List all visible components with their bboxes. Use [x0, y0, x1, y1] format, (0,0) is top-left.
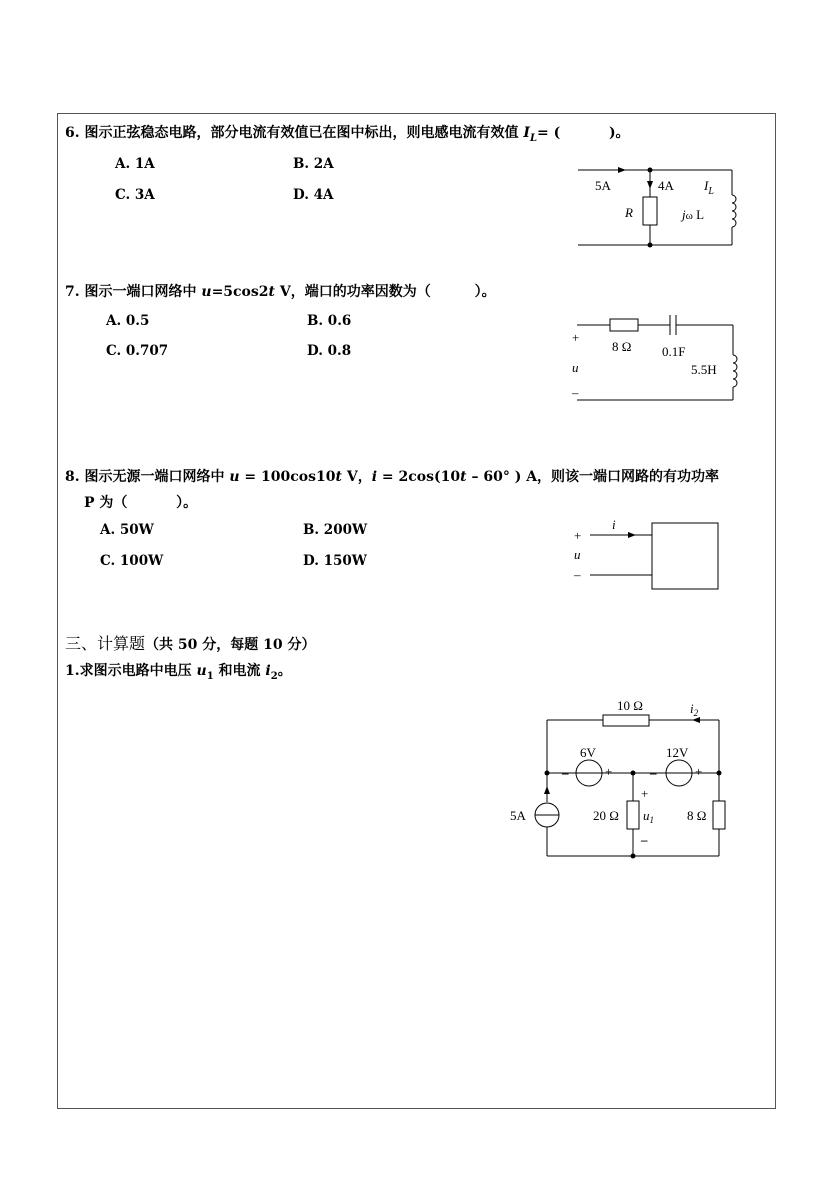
label-current-i2: $i_2$: [690, 701, 699, 718]
question-6-option-b[interactable]: B. 2A: [293, 156, 334, 172]
label-minus: –: [650, 765, 657, 780]
question-7-stem: 7. 图示一端口网络中 u=5cos2t V，端口的功率因数为（ ）。: [65, 284, 496, 300]
label-resistor-current: 4A: [658, 178, 674, 193]
label-current-i: i: [612, 517, 616, 532]
label-resistor-8: 8 Ω: [687, 808, 707, 823]
question-6-option-c[interactable]: C. 3A: [115, 187, 155, 203]
label-source-6v: 6V: [580, 745, 596, 760]
question-8-stem: 8. 图示无源一端口网络中 u = 100cos10t V，i = 2cos(10t – 60° ) A，则该一端口网路的有功功率: [65, 469, 720, 485]
question-8-option-a[interactable]: A. 50W: [100, 522, 154, 538]
label-source-12v: 12V: [666, 745, 689, 760]
current-arrow-icon: [628, 532, 636, 538]
question-8-option-b[interactable]: B. 200W: [303, 522, 368, 538]
label-plus: +: [574, 528, 582, 543]
question-6-circuit-diagram: [570, 155, 750, 255]
label-plus: +: [641, 786, 649, 801]
current-arrow-icon: [544, 786, 550, 794]
question-7-option-c[interactable]: C. 0.707: [106, 343, 169, 359]
question-8-stem-line2: P 为（ ）。: [84, 495, 198, 511]
label-plus: +: [572, 330, 580, 345]
resistor-10-ohm: [603, 715, 649, 726]
label-resistor: 8 Ω: [612, 339, 632, 354]
label-capacitor: 0.1F: [662, 344, 686, 359]
resistor-8-ohm: [610, 319, 638, 331]
resistor-r: [643, 197, 657, 225]
passive-network-box: [652, 523, 718, 589]
label-plus: +: [695, 764, 703, 779]
resistor-20-ohm: [627, 801, 639, 829]
question-6-option-d[interactable]: D. 4A: [293, 187, 334, 203]
label-minus: –: [641, 832, 648, 847]
label-voltage-u: u: [574, 547, 581, 562]
label-inductor-impedance: jω L: [682, 207, 705, 222]
question-7-option-b[interactable]: B. 0.6: [307, 313, 352, 329]
current-arrow-icon: [647, 181, 653, 189]
exam-page-frame: [57, 113, 776, 1109]
question-6-option-a[interactable]: A. 1A: [115, 156, 155, 172]
label-minus: –: [572, 385, 579, 400]
label-plus: +: [605, 764, 613, 779]
section-title: 三、计算题（共 50 分，每题 10 分）: [65, 634, 316, 653]
label-inductor: 5.5H: [691, 362, 717, 377]
inductor-coil: [732, 195, 736, 227]
label-resistor-20: 20 Ω: [593, 808, 619, 823]
label-voltage-u: u: [572, 360, 579, 375]
label-current-source: 5A: [510, 808, 526, 823]
question-7-circuit-diagram: [570, 315, 750, 410]
question-7-option-d[interactable]: D. 0.8: [307, 343, 352, 359]
label-total-current: 5A: [595, 178, 611, 193]
question-8-network-diagram: [570, 515, 730, 595]
label-voltage-u1: $u_1$: [643, 808, 654, 825]
current-arrow-icon: [618, 167, 626, 173]
inductor-coil: [733, 355, 737, 387]
question-6-stem: 6. 图示正弦稳态电路，部分电流有效值已在图中标出，则电感电流有效值 $I_L=$ ( )。: [65, 125, 630, 144]
question-8-option-c[interactable]: C. 100W: [100, 553, 164, 569]
question-8-option-d[interactable]: D. 150W: [303, 553, 367, 569]
question-7-option-a[interactable]: A. 0.5: [106, 313, 150, 329]
calc-question-1-stem: 1.求图示电路中电压 $u_1$ 和电流 $i_2$。: [65, 663, 292, 682]
label-minus: –: [562, 765, 569, 780]
label-minus: –: [574, 567, 581, 582]
calc-1-circuit-diagram: [500, 690, 740, 870]
label-resistor-10: 10 Ω: [617, 698, 643, 713]
label-resistor: R: [625, 205, 633, 220]
label-inductor-current: $I_L$: [704, 178, 714, 197]
resistor-8-ohm: [713, 801, 725, 829]
